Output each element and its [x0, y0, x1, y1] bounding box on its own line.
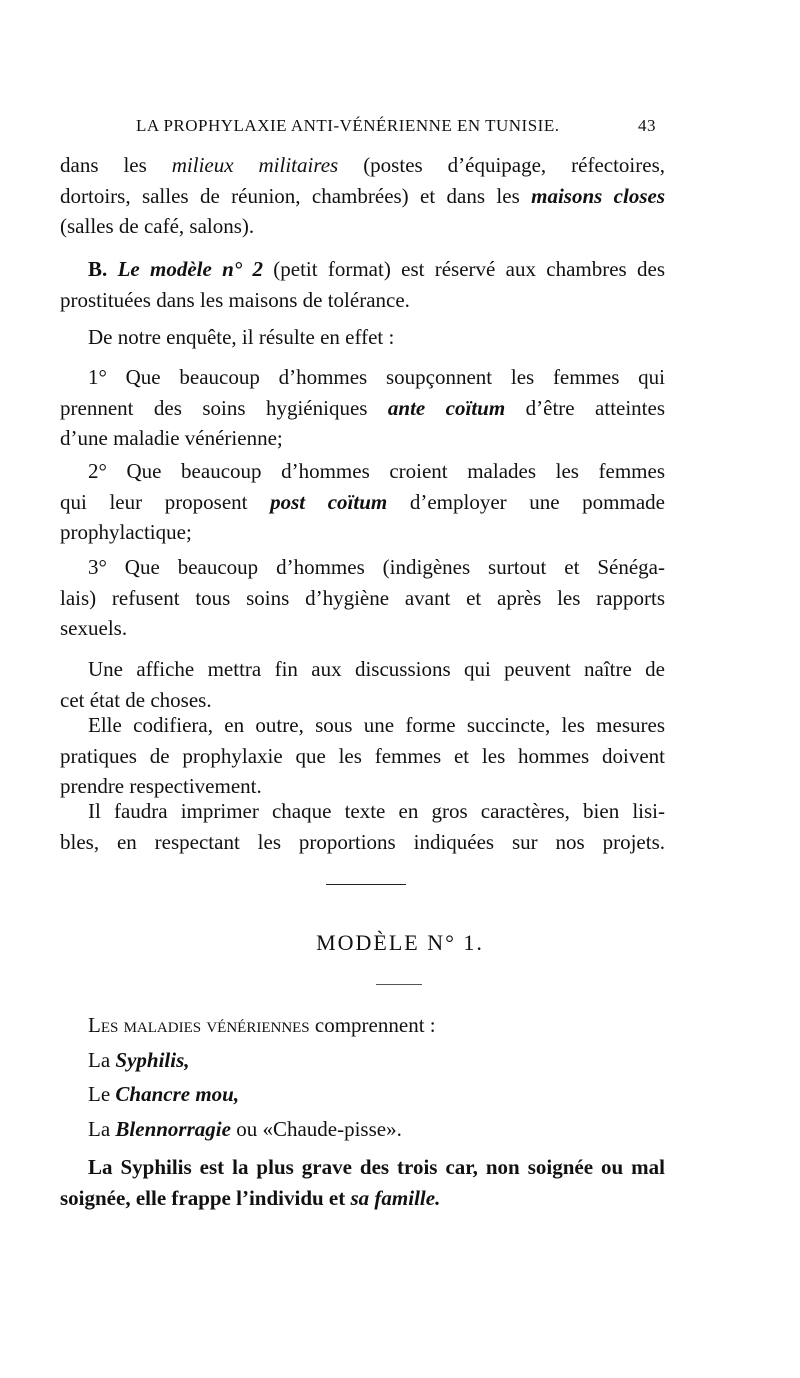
text-line: qui leur proposent post coïtum d’employer une pommade: [60, 489, 665, 514]
text-line: 1° Que beaucoup d’hommes soupçonnent les femmes qui: [88, 365, 665, 389]
text-line: De notre enquête, il résulte en effet :: [88, 325, 395, 349]
text-line: soignée, elle frappe l’individu et sa famille.: [60, 1185, 441, 1210]
text-line: lais) refusent tous soins d’hygiène avant et après les rapports: [60, 585, 665, 610]
paragraph-affiche: [60, 654, 665, 715]
paragraph-enquete: [60, 322, 665, 353]
text-line: prostituées dans les maisons de tolérance.: [60, 287, 410, 312]
text-line: prennent des soins hygiéniques ante coïtum d’être atteintes: [60, 395, 666, 420]
list-item: [60, 552, 665, 644]
text-line: cet état de choses.: [60, 687, 212, 712]
text-line: 2° Que beaucoup d’hommes croient malades les femmes: [88, 459, 665, 483]
text-line: Il faudra imprimer chaque texte en gros caractères, bien lisi-: [88, 799, 665, 823]
text-line: La Blennorragie ou «Chaude-pisse».: [88, 1116, 402, 1141]
paragraph-codifiera: [60, 710, 665, 802]
text-line: dortoirs, salles de réunion, chambrées) et dans les maisons closes: [60, 183, 665, 208]
running-title: LA PROPHYLAXIE ANTI-VÉNÉRIENNE EN TUNISIE.: [136, 116, 560, 135]
page-number: 43: [638, 116, 656, 135]
text-line: prophylactique;: [60, 520, 192, 544]
text-line: pratiques de prophylaxie que les femmes et les hommes doivent: [60, 743, 665, 768]
running-header: [136, 116, 656, 136]
text-line: prendre respectivement.: [60, 774, 262, 798]
text-line: bles, en respectant les proportions indiquées sur nos projets.: [60, 829, 665, 854]
section-divider: [326, 884, 406, 885]
text-line: sexuels.: [60, 616, 128, 640]
title-underline-divider: [376, 984, 422, 985]
text-line: dans les milieux militaires (postes d’équipage, réfectoires,: [60, 153, 665, 177]
text-line: Le Chancre mou,: [88, 1082, 240, 1106]
model-1-content: [60, 1010, 665, 1213]
text-line: d’une maladie vénérienne;: [60, 426, 283, 450]
text-line: Les maladies vénériennes comprennent :: [88, 1013, 436, 1037]
model-title: MODÈLE N° 1.: [316, 930, 484, 955]
text-line: La Syphilis,: [88, 1047, 190, 1072]
paragraph-imprimer: [60, 796, 665, 857]
text-line: Elle codifiera, en outre, sous une forme succincte, les mesures: [88, 713, 665, 737]
text-line: B. Le modèle n° 2 (petit format) est réservé aux chambres des: [88, 257, 665, 281]
text-line: La Syphilis est la plus grave des trois car, non soignée ou mal: [88, 1155, 665, 1179]
text-line: Une affiche mettra fin aux discussions qui peuvent naître de: [88, 657, 665, 681]
paragraph-model-2: [60, 254, 665, 315]
text-line: 3° Que beaucoup d’hommes (indigènes surtout et Sénéga-: [88, 555, 665, 579]
paragraph-institutions: [60, 150, 665, 242]
list-item: [60, 456, 665, 548]
text-line: (salles de café, salons).: [60, 214, 255, 238]
list-item: [60, 362, 665, 454]
